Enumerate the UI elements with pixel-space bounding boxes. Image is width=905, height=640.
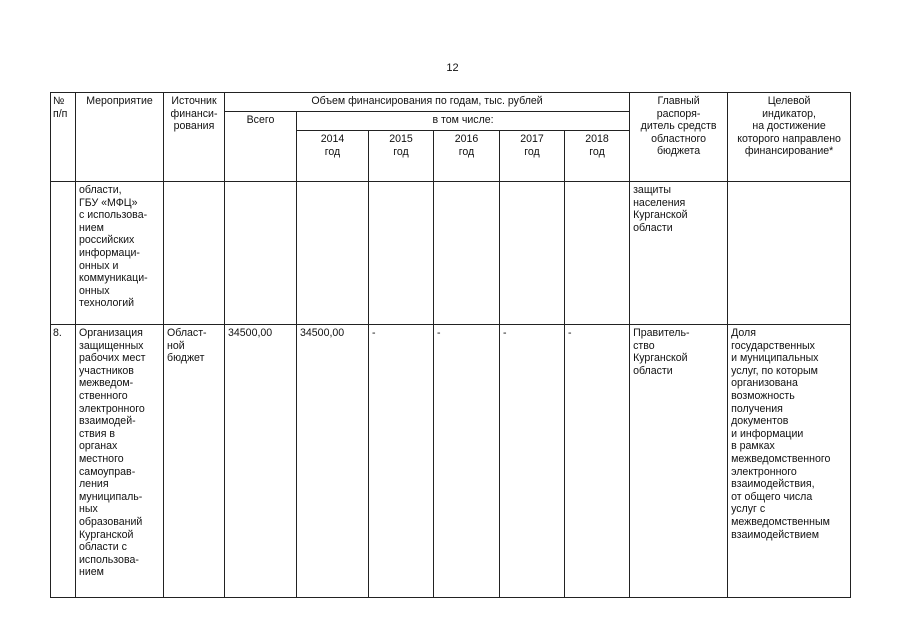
cell-2017: - [500,325,565,598]
header-2017: 2017 год [500,131,565,182]
header-event: Мероприятие [76,93,164,182]
financing-table [50,92,851,598]
cell-indicator [728,182,851,325]
header-manager: Главный распоря- дитель средств областного бюджета [630,93,728,182]
cell-event: области, ГБУ «МФЦ» с использова- нием российских информаци- онных и коммуникаци- онных технологий [76,182,164,325]
cell-2018: - [565,325,630,598]
header-2016: 2016 год [434,131,500,182]
cell-num [51,182,76,325]
cell-2014 [297,182,369,325]
header-2015: 2015 год [369,131,434,182]
cell-indicator: Доля государственных и муниципальных услуг, по которым организована возможность получения документов и информации в рамках межведомственного электронного взаимодействия, от общего числа услуг с межведомственным взаимодействием [728,325,851,598]
cell-manager: защиты населения Курганской области [630,182,728,325]
cell-total [225,182,297,325]
header-including: в том числе: [297,112,630,131]
cell-2014: 34500,00 [297,325,369,598]
cell-total: 34500,00 [225,325,297,598]
cell-2016: - [434,325,500,598]
cell-manager: Правитель- ство Курганской области [630,325,728,598]
table-row [51,325,851,598]
header-source: Источник финанси- рования [164,93,225,182]
page-number: 12 [446,62,459,74]
cell-2017 [500,182,565,325]
header-financing: Объем финансирования по годам, тыс. рублей [225,93,630,112]
cell-event: Организация защищенных рабочих мест участников межведом- ственного электронного взаимодей- ствия в органах местного самоуправ- ления муниципаль- ных образований Курганской области с использова- нием [76,325,164,598]
header-2014: 2014 год [297,131,369,182]
cell-source: Област- ной бюджет [164,325,225,598]
cell-num: 8. [51,325,76,598]
table-row [51,182,851,325]
header-2018: 2018 год [565,131,630,182]
cell-source [164,182,225,325]
header-indicator: Целевой индикатор, на достижение которого направлено финансирование* [728,93,851,182]
cell-2016 [434,182,500,325]
cell-2015 [369,182,434,325]
cell-2015: - [369,325,434,598]
header-num: № п/п [51,93,76,182]
cell-2018 [565,182,630,325]
header-total: Всего [225,112,297,182]
